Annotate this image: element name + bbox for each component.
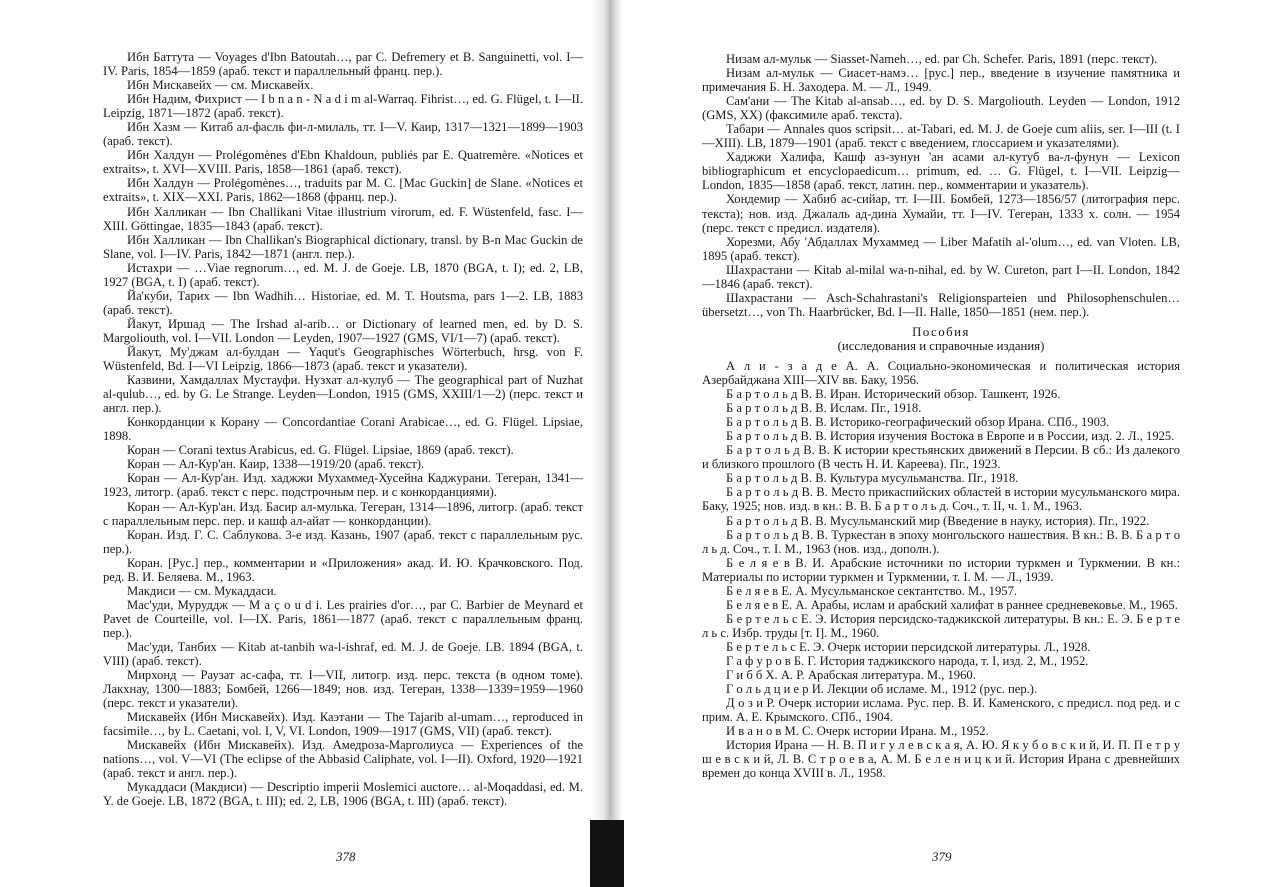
bib-entry: Истахри — …Viae regnorum…, ed. M. J. de Goeje. LB, 1870 (BGA, t. I); ed. 2, LB, 1927 (BGA, t. I) (араб. текст). <box>103 260 583 289</box>
bib-entry: Д о з и Р. Очерк истории ислама. Рус. пер. В. И. Каменского, с предисл. под ред. и с прим. А. Е. Крымского. СПб., 1904. <box>702 696 1180 725</box>
bib-entry: Б е р т е л ь с Е. Э. Очерк истории персидской литературы. Л., 1928. <box>726 639 1091 654</box>
page-number: 378 <box>336 849 356 864</box>
bib-entry: Б а р т о л ь д В. В. Культура мусульманства. Пг., 1918. <box>726 471 1019 486</box>
section-subtitle: (исследования и справочные издания) <box>837 338 1045 353</box>
page-number: 379 <box>932 849 952 864</box>
bib-entry: Ибн Халликан — Ibn Challikan's Biographical dictionary, transl. by B-n Mac Guckin de Slane, vol. I—IV. Paris, 1842—1871 (англ. пер.). <box>103 232 583 261</box>
bib-entry: Макдиси — см. Мукаддаси. <box>127 583 277 598</box>
section-title: Пособия <box>912 324 970 339</box>
bib-entry: Г о л ь д ц и е р И. Лекции об исламе. М., 1912 (рус. пер.). <box>726 682 1038 697</box>
bib-entry: Сам'ани — The Kitab al-ansab…, ed. by D. S. Margoliouth. Leyden — London, 1912 (GMS, XX) (факсимиле араб. текста). <box>702 94 1180 123</box>
bib-entry: Ибн Мискавейх — см. Мискавейх. <box>127 78 314 93</box>
bib-entry: Низам ал-мульк — Siasset-Nameh…, ed. par Ch. Schefer. Paris, 1891 (перс. текст). <box>726 52 1158 66</box>
bib-entry: Б а р т о л ь д В. В. Историко-географический обзор Ирана. СПб., 1903. <box>726 415 1110 430</box>
bib-entry: Йакут, Иршад — The Irshad al-arib… or Dictionary of learned men, ed. by D. S. Margoliouth, vol. I—VII. London — Leyden, 1907—1927 (GMS, VI/1—7) (араб. текст). <box>103 316 583 345</box>
right-page <box>622 0 1262 887</box>
bib-entry: Ибн Халдун — Prolégomènes d'Ebn Khaldoun, publiés par E. Quatremère. «Notices et extraits», t. XVI—XVIII. Paris, 1858—1861 (араб. текст). <box>103 148 583 177</box>
bib-entry: Мирхонд — Раузат ас-сафа, тт. I—VII, литогр. изд. перс. текста (в одном томе). Лакхнау, 1300—1883; Бомбей, 1266—1849; нов. изд. Тегеран, 1338—1339=1959—1960 (перс. текст и указатели). <box>103 668 583 711</box>
left-bibliography-column <box>103 50 583 809</box>
bib-entry: Мискавейх (Ибн Мискавейх). Изд. Амедроза-Марголиуса — Experiences of the nations…, vol. V—VI (The eclipse of the Abbasid Caliphate, vol. I—II). Oxford, 1920—1921 (араб. текст и англ. пер.). <box>103 738 583 781</box>
bib-entry: Низам ал-мульк — Сиасет-намэ… [рус.] пер., введение в изучение памятника и примечания Б. Н. Заходера. М. — Л., 1949. <box>702 66 1180 95</box>
bib-entry: Ибн Халликан — Ibn Challikani Vitae illustrium virorum, ed. F. Wüstenfeld, fasc. I—XIII. Göttingae, 1835—1843 (араб. текст). <box>103 204 583 233</box>
bib-entry: Конкорданции к Корану — Concordantiae Corani Arabicae…, ed. G. Flügel. Lipsiae, 1898. <box>103 415 583 444</box>
bib-entry: Б а р т о л ь д В. В. История изучения Востока в Европе и в России, изд. 2. Л., 1925. <box>726 429 1175 444</box>
bib-entry: Мукаддаси (Макдиси) — Descriptio imperii Moslemici auctore… al-Moqaddasi, ed. M. Y. de Goeje. LB, 1872 (BGA, t. III); ed. 2, LB, 1906 (BGA, t. III) (араб. текст). <box>103 780 583 809</box>
right-bibliography-column <box>702 52 1180 780</box>
bib-entry: И в а н о в М. С. Очерк истории Ирана. М., 1952. <box>726 724 989 739</box>
bib-entry: Йа'куби, Тарих — Ibn Wadhih… Historiae, ed. M. T. Houtsma, pars 1—2. LB, 1883 (араб. текст). <box>103 288 583 317</box>
bib-entry: А л и - з а д е А. А. Социально-экономическая и политическая история Азербайджана XIII—XIV вв. Баку, 1956. <box>702 358 1180 388</box>
bib-entry: Б а р т о л ь д В. В. К истории крестьянских движений в Персии. В сб.: Из далекого и близкого прошлого (В честь Н. И. Кареева). Пг., 1923. <box>702 443 1180 472</box>
bib-entry: Мас'уди, Танбих — Kitab at-tanbih wa-l-ishraf, ed. M. J. de Goeje. LB. 1894 (BGA, t. VIII) (араб. текст). <box>103 639 583 669</box>
bib-entry: Г а ф у р о в Б. Г. История таджикского народа, т. I, изд. 2, М., 1952. <box>726 653 1089 668</box>
bib-entry: Шахрастани — Kitab al-milal wa-n-nihal, ed. by W. Cureton, part I—II. London, 1842—1846 (араб. текст). <box>702 262 1180 291</box>
bib-entry: Коран — Corani textus Arabicus, ed. G. Flügel. Lipsiae, 1869 (араб. текст). <box>127 443 514 458</box>
bib-entry: Ибн Халдун — Prolégomènes…, traduits par M. C. [Mac Guckin] de Slane. «Notices et extraits», t. XIX—XXI. Paris, 1862—1868 (франц. пер.). <box>103 176 583 205</box>
bib-entry: Ибн Баттута — Voyages d'Ibn Batoutah…, par C. Defremery et B. Sanguinetti, vol. I—IV. Paris, 1854—1859 (араб. текст и параллельный франц. пер.). <box>103 50 583 79</box>
left-page <box>0 0 600 887</box>
bib-entry: Шахрастани — Asch-Schahrastani's Religionsparteien und Philosophenschulen… übersetzt…, von Th. Haarbrücker, Bd. I—II. Halle, 1850—1851 (нем. пер.). <box>702 290 1180 319</box>
bib-entry: Табари — Annales quos scripsit… at-Tabari, ed. M. J. de Goeje cum aliis, ser. I—III (t. I—XIII). LB, 1879—1901 (араб. текст с введением, глоссарием и указателями). <box>702 122 1180 151</box>
bib-entry: Мискавейх (Ибн Мискавейх). Изд. Каэтани — The Tajarib al-umam…, reproduced in facsimile…, by L. Caetani, vol. I, V, VI. London, 1909—1917 (GMS, VII) (араб. текст). <box>103 710 583 739</box>
bib-entry: Хондемир — Хабиб ас-сийар, тт. I—III. Бомбей, 1273—1856/57 (литография перс. текста); нов. изд. Джалаль ад-дина Хумайи, тт. I—IV. Тегеран, 1333 х. солн. — 1954 (перс. текст с предисл. издателя). <box>702 192 1180 235</box>
bib-entry: Б е л я е в Е. А. Мусульманское сектантство. М., 1957. <box>726 583 1018 598</box>
bib-entry: Коран — Ал-Кур'ан. Изд. хаджжи Мухаммед-Хусейна Каджурани. Тегеран, 1341—1923, литогр. (араб. текст с перс. подстрочным пер. и с конкорданциями). <box>103 471 583 500</box>
bib-entry: Б е л я е в Е. А. Арабы, ислам и арабский халифат в раннее средневековье. М., 1965. <box>726 597 1178 612</box>
bib-entry: Ибн Надим, Фихрист — I b n a n - N a d i m al-Warraq. Fihrist…, ed. G. Flügel, t. I—II. Leipzig, 1871—1872 (араб. текст). <box>103 92 583 121</box>
bib-entry: Б а р т о л ь д В. В. Иран. Исторический обзор. Ташкент, 1926. <box>726 387 1061 402</box>
bib-entry: Мас'уди, Муруддж — M a ç o u d i. Les prairies d'or…, par C. Barbier de Meynard et Pavet de Courteille, vol. I—IX. Paris, 1861—1877 (араб. текст с параллельным франц. пер.). <box>103 597 583 640</box>
bib-entry: Б а р т о л ь д В. В. Туркестан в эпоху монгольского нашествия. В кн.: В. В. Б а р т о л ь д. Соч., т. I. М., 1963 (нов. изд., дополн.). <box>702 527 1180 556</box>
bib-entry: Г и б б Х. А. Р. Арабская литература. М., 1960. <box>726 668 976 683</box>
bib-entry: Б а р т о л ь д В. В. Место прикаспийских областей в истории мусульманского мира. Баку, 1925; нов. изд. в кн.: В. В. Б а р т о л ь д. Соч., т. II, ч. 1. М., 1963. <box>702 485 1180 514</box>
bib-entry: Коран — Ал-Кур'ан. Каир, 1338—1919/20 (араб. текст). <box>127 457 425 472</box>
bib-entry: Б е л я е в В. И. Арабские источники по истории туркмен и Туркмении. В кн.: Материалы по истории туркмен и Туркмении, т. I. М. — Л., 1939. <box>702 555 1180 584</box>
bib-entry: Хорезми, Абу 'Абдаллах Мухаммед — Liber Mafatih al-'olum…, ed. van Vloten. LB, 1895 (араб. текст). <box>702 234 1180 263</box>
bib-entry: Б а р т о л ь д В. В. Мусульманский мир (Введение в науку, история). Пг., 1922. <box>726 513 1150 528</box>
bib-entry: Казвини, Хамдаллах Мустауфи. Нузхат ал-кулуб — The geographical part of Nuzhat al-qulub…, ed. by G. Le Strange. Leyden—London, 1915 (GMS, XXIII/1—2) (перс. текст и англ. пер.). <box>103 373 583 416</box>
bib-entry: Коран. [Рус.] пер., комментарии и «Приложения» акад. И. Ю. Крачковского. Под. ред. В. И. Беляева. М., 1963. <box>103 555 583 584</box>
bib-entry: Йакут, Му'джам ал-булдан — Yaqut's Geographisches Wörterbuch, hrsg. von F. Wüstenfeld, Bd. I—VI Leipzig, 1866—1873 (араб. текст и указатели). <box>103 344 583 374</box>
bib-entry: Б е р т е л ь с Е. Э. История персидско-таджикской литературы. В кн.: Е. Э. Б е р т е л ь с. Избр. труды [т. I]. М., 1960. <box>702 611 1180 640</box>
bib-entry: Б а р т о л ь д В. В. Ислам. Пг., 1918. <box>726 401 922 416</box>
bib-entry: Коран — Ал-Кур'ан. Изд. Басир ал-мулька. Тегеран, 1314—1896, литогр. (араб. текст с параллельным перс. пер. и кашф ал-айат — конкорданции). <box>103 499 583 528</box>
bib-entry: Хаджжи Халифа, Кашф аз-зунун 'ан асами ал-кутуб ва-л-фунун — Lexicon bibliographicum et encyclopaedicum… primum, ed. … G. Flügel, t. I—VII. Leipzig—London, 1835—1858 (араб. текст, латин. пер., комментарии и указатель). <box>702 150 1180 193</box>
bib-entry: Коран. Изд. Г. С. Саблукова. 3-е изд. Казань, 1907 (араб. текст с параллельным рус. пер.). <box>103 527 583 556</box>
bib-entry: История Ирана — Н. В. П и г у л е в с к а я, А. Ю. Я к у б о в с к и й, И. П. П е т р у ш е в с к и й, Л. В. С т р о е в а, А. М. Б е л е н и ц к и й. История Ирана с древнейших времен до конца XVIII в. Л., 1958. <box>702 738 1180 781</box>
bib-entry: Ибн Хазм — Китаб ал-фасль фи-л-милаль, тт. I—V. Каир, 1317—1321—1899—1903 (араб. текст). <box>103 120 583 149</box>
